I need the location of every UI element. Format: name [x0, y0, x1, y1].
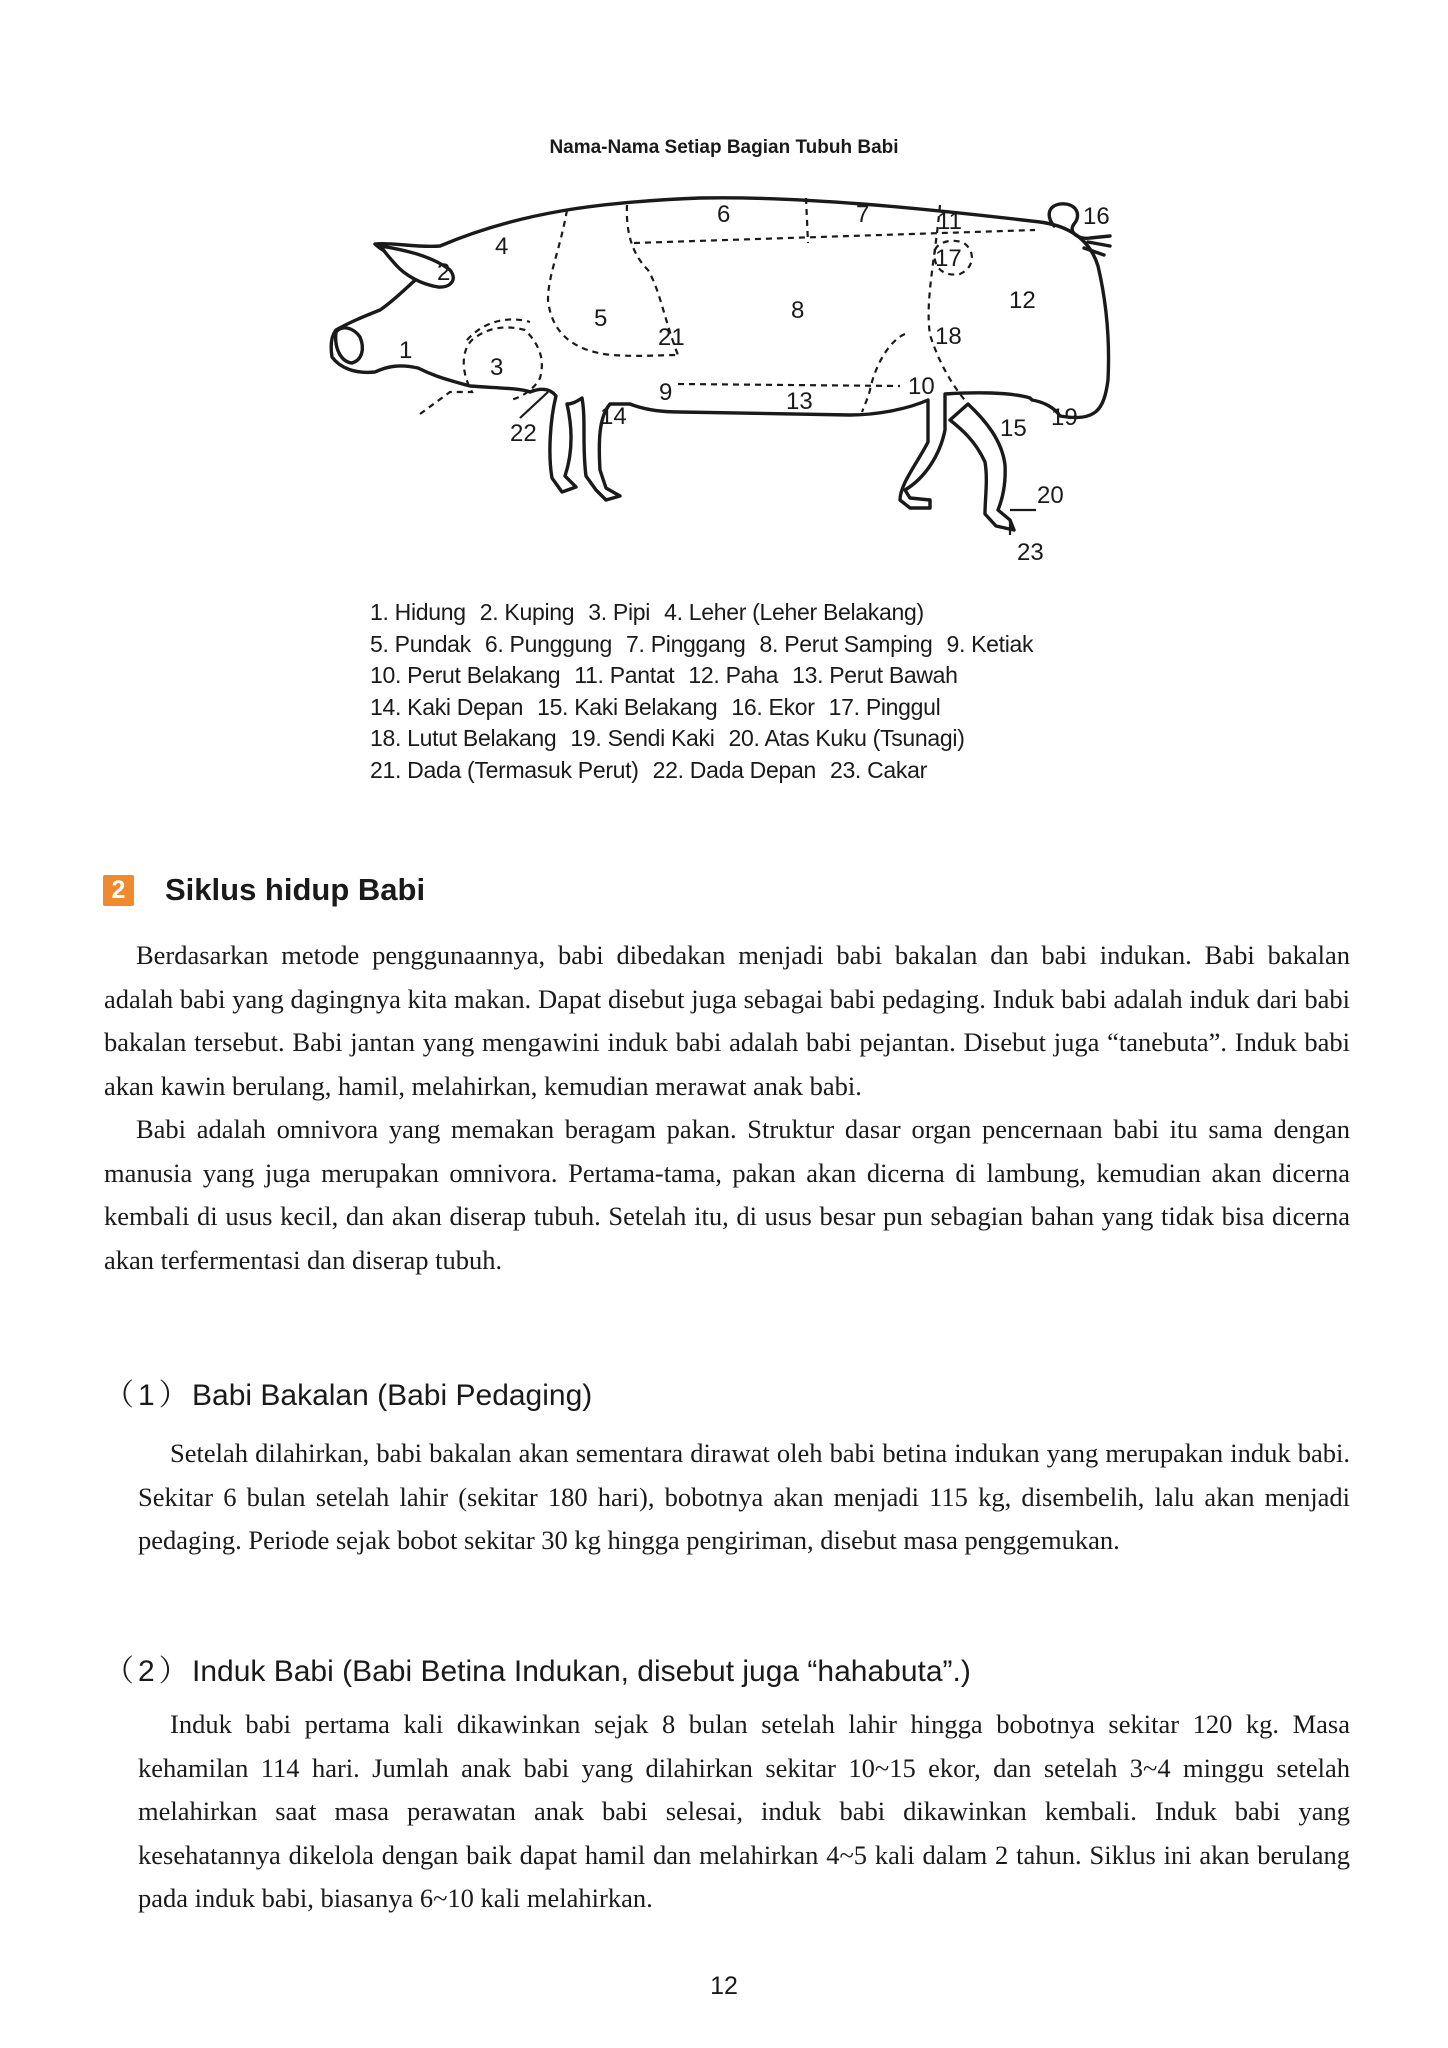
pig-snout — [336, 328, 363, 363]
legend-item: 21. Dada (Termasuk Perut) — [370, 756, 639, 783]
legend-item: 12. Paha — [688, 662, 779, 688]
legend-item: 1. Hidung — [370, 599, 466, 625]
legend-line — [370, 597, 1270, 629]
legend-item: 3. Pipi — [588, 599, 651, 625]
legend-item: 5. Pundak — [370, 630, 471, 657]
legend-line — [370, 692, 1270, 724]
label-16: 16 — [1083, 203, 1110, 230]
label-8: 8 — [791, 297, 805, 324]
section-body — [104, 934, 1350, 1282]
legend-item: 16. Ekor — [731, 693, 815, 720]
label-22: 22 — [510, 420, 537, 447]
label-4: 4 — [495, 233, 509, 260]
pig-outline — [331, 198, 1108, 508]
legend-item: 7. Pinggang — [626, 630, 746, 657]
label-5: 5 — [594, 305, 608, 332]
label-23: 23 — [1017, 539, 1044, 566]
label-20: 20 — [1037, 482, 1064, 509]
label-9: 9 — [659, 379, 673, 406]
label-14: 14 — [600, 403, 627, 430]
legend-item: 19. Sendi Kaki — [570, 725, 715, 751]
paragraph: Berdasarkan metode penggunaannya, babi dibedakan menjadi babi bakalan dan babi indukan. Babi bakalan adalah babi yang dagingnya kita makan. Dapat disebut juga sebagai babi pedaging. Induk babi adalah induk dari babi bakalan tersebut. Babi jantan yang mengawini induk babi adalah babi pejantan. Disebut juga “tanebuta”. Induk babi akan kawin berulang, hamil, melahirkan, kemudian merawat anak babi. — [104, 940, 1350, 1101]
legend-item: 22. Dada Depan — [652, 756, 816, 783]
label-19: 19 — [1051, 404, 1078, 431]
subsection-heading — [104, 1370, 592, 1414]
label-13: 13 — [786, 388, 813, 415]
subsection-body — [138, 1703, 1350, 1921]
label-11: 11 — [937, 208, 962, 235]
paragraph: Induk babi pertama kali dikawinkan sejak 8 bulan setelah lahir hingga bobotnya sekitar 120 kg. Masa kehamilan 114 hari. Jumlah anak babi yang dilahirkan sekitar 10~15 ekor, dan setelah 3~4 minggu setelah melahirkan saat masa perawatan anak babi selesai, induk babi dikawinkan kembali. Induk babi yang kesehatannya dikelola dengan baik dapat hamil dan melahirkan 4~5 kali dalam 2 tahun. Siklus ini akan berulang pada induk babi, biasanya 6~10 kali melahirkan. — [138, 1709, 1350, 1913]
page-number: 12 — [710, 1972, 738, 2000]
label-1: 1 — [399, 337, 413, 364]
legend-line — [370, 629, 1270, 661]
label-6: 6 — [717, 201, 731, 228]
diagram-legend — [370, 597, 1270, 786]
legend-item: 20. Atas Kuku (Tsunagi) — [728, 725, 965, 751]
label-15: 15 — [1000, 415, 1027, 442]
legend-item: 2. Kuping — [479, 599, 575, 625]
legend-line — [370, 660, 1270, 692]
legend-item: 4. Leher (Leher Belakang) — [664, 599, 924, 625]
paragraph: Setelah dilahirkan, babi bakalan akan sementara dirawat oleh babi betina indukan yang merupakan induk babi. Sekitar 6 bulan setelah lahir (sekitar 180 hari), bobotnya akan menjadi 115 kg, disembelih, lalu akan menjadi pedaging. Periode sejak bobot sekitar 30 kg hingga pengiriman, disebut masa penggemukan. — [138, 1438, 1350, 1555]
label-18: 18 — [935, 323, 962, 350]
legend-item: 18. Lutut Belakang — [370, 725, 557, 751]
legend-item: 9. Ketiak — [946, 630, 1034, 657]
legend-item: 13. Perut Bawah — [792, 662, 958, 688]
legend-line — [370, 755, 1270, 787]
legend-item: 14. Kaki Depan — [370, 693, 524, 720]
legend-item: 8. Perut Samping — [759, 630, 933, 657]
subsection-number: （1） — [104, 1379, 193, 1412]
paragraph: Babi adalah omnivora yang memakan beragam pakan. Struktur dasar organ pencernaan babi itu sama dengan manusia yang juga merupakan omnivora. Pertama-tama, pakan akan dicerna di lambung, kemudian akan dicerna kembali di usus kecil, dan akan diserap tubuh. Setelah itu, di usus besar pun sebagian bahan yang tidak bisa dicerna akan terfermentasi dan diserap tubuh. — [104, 1114, 1350, 1275]
subsection-heading — [104, 1646, 971, 1690]
section-heading — [103, 872, 425, 908]
legend-item: 15. Kaki Belakang — [537, 693, 718, 720]
legend-item: 10. Perut Belakang — [370, 662, 561, 688]
label-7: 7 — [856, 201, 870, 228]
section-title: Siklus hidup Babi — [165, 872, 426, 907]
diagram-title: Nama-Nama Setiap Bagian Tubuh Babi — [549, 137, 899, 158]
number-labels — [399, 201, 1110, 566]
label-12: 12 — [1009, 287, 1036, 314]
label-3: 3 — [490, 354, 504, 381]
legend-item: 11. Pantat — [574, 662, 675, 688]
subsection-number: （2） — [104, 1655, 193, 1688]
subsection-title: Babi Bakalan (Babi Pedaging) — [192, 1379, 593, 1412]
legend-line — [370, 723, 1270, 755]
pig-body-diagram — [0, 0, 1448, 600]
label-21: 21 — [658, 324, 685, 351]
subsection-body — [138, 1432, 1350, 1563]
label-2: 2 — [437, 259, 451, 286]
label-17: 17 — [935, 245, 962, 272]
subsection-title: Induk Babi (Babi Betina Indukan, disebut juga “hahabuta”.) — [192, 1655, 971, 1688]
section-number-badge: 2 — [103, 875, 134, 906]
legend-item: 6. Punggung — [484, 630, 613, 657]
legend-item: 23. Cakar — [829, 756, 927, 783]
legend-item: 17. Pinggul — [828, 693, 941, 720]
label-10: 10 — [908, 373, 935, 400]
